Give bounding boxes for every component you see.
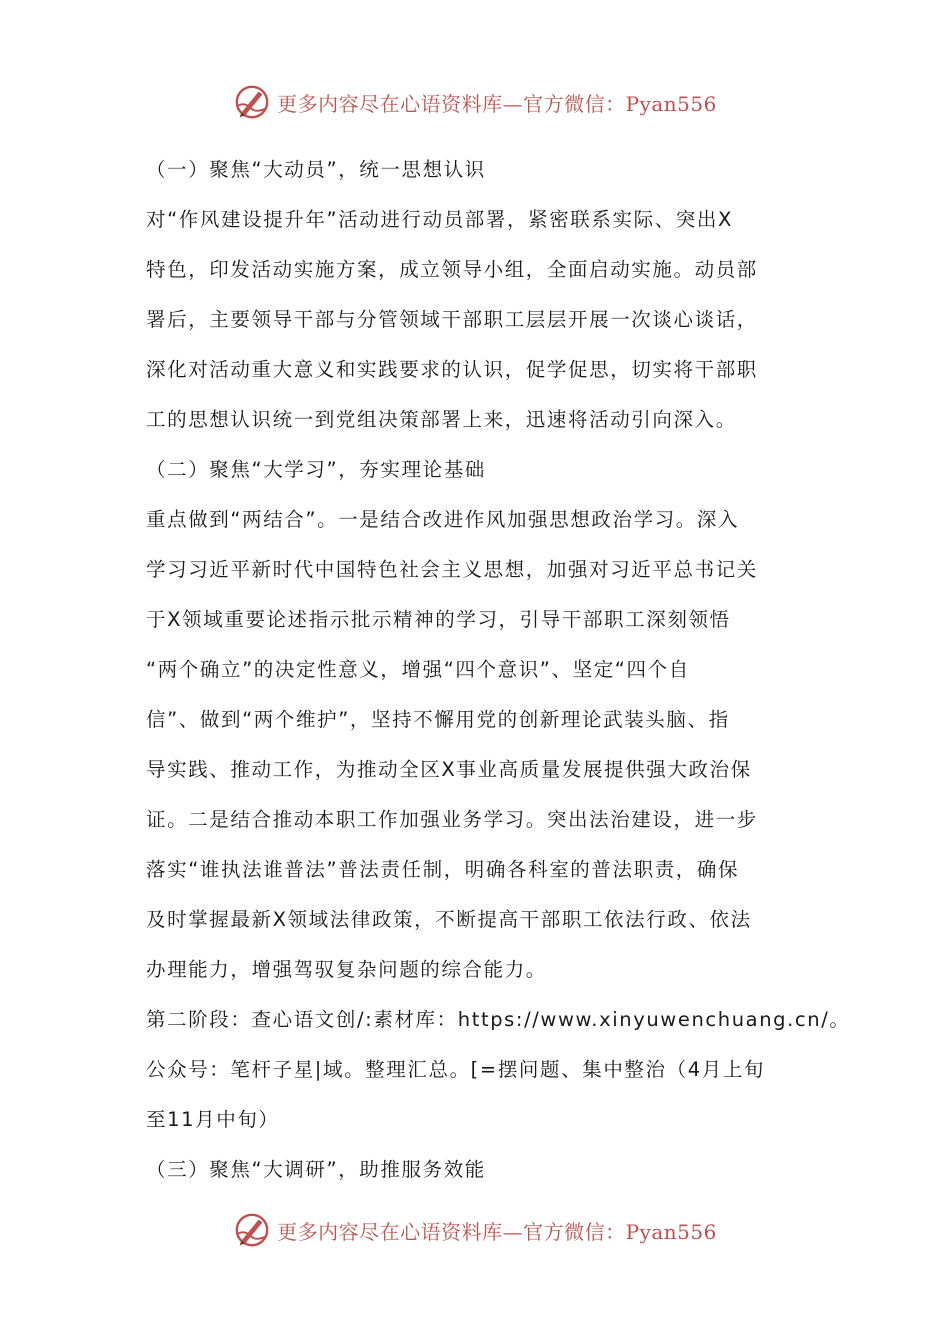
paragraph-line: 落实“谁执法谁普法”普法责任制，明确各科室的普法职责，确保 [146,858,740,881]
paragraph-line: 工的思想认识统一到党组决策部署上来，迅速将活动引向深入。 [146,408,737,431]
footer-banner [0,1208,950,1252]
footer-banner-text: 更多内容尽在心语资料库—官方微信：Pyan556 [277,1219,717,1244]
header-banner [0,80,950,124]
section-heading: （三）聚焦“大调研”，助推服务效能 [146,1158,486,1181]
paragraph-line: 至11月中旬） [146,1108,280,1131]
section-heading: （二）聚焦“大学习”，夯实理论基础 [146,458,486,481]
paragraph-line: 特色，印发活动实施方案，成立领导小组，全面启动实施。动员部 [146,258,758,281]
paragraph-line: 导实践、推动工作，为推动全区X事业高质量发展提供强大政治保 [146,758,752,781]
paragraph-line: 信”、做到“两个维护”，坚持不懈用党的创新理论武装头脑、指 [146,708,730,731]
header-banner-inner [233,83,717,121]
paragraph-line: 重点做到“两结合”。一是结合改进作风加强思想政治学习。深入 [146,508,740,531]
paragraph-line: 办理能力，增强驾驭复杂问题的综合能力。 [146,958,547,981]
section-heading: （一）聚焦“大动员”，统一思想认识 [146,158,486,181]
paragraph-line: 第二阶段：查心语文创/:素材库：https://www.xinyuwenchuang.cn/。 [146,1008,851,1031]
paragraph-line: 署后，主要领导干部与分管领域干部职工层层开展一次谈心谈话， [146,308,758,331]
paragraph-line: 于X领域重要论述指示批示精神的学习，引导干部职工深刻领悟 [146,608,731,631]
paragraph-line: 学习习近平新时代中国特色社会主义思想，加强对习近平总书记关 [146,558,758,581]
document-body [146,145,851,1195]
paragraph-line: 证。二是结合推动本职工作加强业务学习。突出法治建设，进一步 [146,808,758,831]
footer-banner-inner [233,1211,717,1249]
pen-logo-icon [233,1211,271,1249]
paragraph-line: 深化对活动重大意义和实践要求的认识，促学促思，切实将干部职 [146,358,758,381]
pen-logo-icon [233,83,271,121]
paragraph-line: “两个确立”的决定性意义，增强“四个意识”、坚定“四个自 [146,658,690,681]
header-banner-text: 更多内容尽在心语资料库—官方微信：Pyan556 [277,91,717,116]
paragraph-line: 对“作风建设提升年”活动进行动员部署，紧密联系实际、突出X [146,208,733,231]
paragraph-line: 公众号：笔杆子星|域。整理汇总。[=摆问题、集中整治（4月上旬 [146,1058,766,1081]
paragraph-line: 及时掌握最新X领域法律政策，不断提高干部职工依法行政、依法 [146,908,752,931]
